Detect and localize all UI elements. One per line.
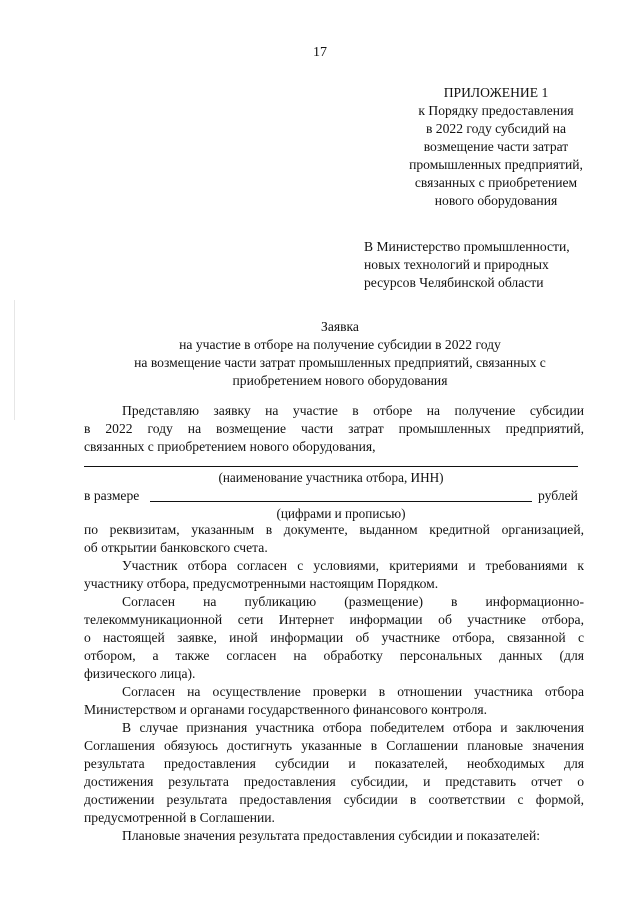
paragraph-publication-consent [84,593,584,683]
addressee-block [364,238,624,292]
text-line: достижения результата предоставления субсидии, и представить отчет о [84,774,584,789]
participant-name-field[interactable] [84,466,578,467]
amount-prefix: в размере [84,488,140,503]
text-line: Министерством и органами государственного финансового контроля. [84,702,488,717]
title-line: приобретением нового оборудования [232,373,448,388]
text-line: участнику отбора, предусмотренными настоящим Порядком. [84,576,439,591]
text-line: отбором, а также согласен на обработку персональных данных (для [84,648,584,663]
paragraph-requisites [84,521,584,557]
text-line: Согласен на публикацию (размещение) в информационно- [122,594,584,609]
amount-suffix: рублей [538,488,578,503]
text-line: телекоммуникационной сети Интернет информации об участнике отбора, [84,612,584,627]
text-line: Участник отбора согласен с условиями, критериями и требованиями к [122,558,584,573]
addressee-line: В Министерство промышленности, [364,239,570,254]
application-title [90,318,590,390]
participant-name-caption: (наименование участника отбора, ИНН) [218,470,444,485]
intro-paragraph [84,402,584,456]
addressee-line: новых технологий и природных [364,257,549,272]
text-line: о настоящей заявке, иной информации об участнике отбора, связанной с [84,630,584,645]
appendix-line: возмещение части затрат [423,139,569,154]
text-line: в 2022 году на возмещение части затрат промышленных предприятий, [84,421,584,436]
addressee-line: ресурсов Челябинской области [364,275,544,290]
appendix-line: в 2022 году субсидий на [425,121,567,136]
paragraph-obligations [84,719,584,827]
paragraph-audit-consent [84,683,584,719]
scan-margin-mark [14,300,15,420]
text-line: об открытии банковского счета. [84,540,268,555]
page-number: 17 [313,45,327,60]
appendix-block [382,84,610,210]
amount-field[interactable] [150,501,532,502]
text-line: В случае признания участника отбора победителем отбора и заключения [122,720,584,735]
appendix-heading: ПРИЛОЖЕНИЕ 1 [443,85,549,100]
appendix-line: промышленных предприятий, [409,157,583,172]
text-line: Представляю заявку на участие в отборе на получение субсидии [122,403,584,418]
appendix-line: связанных с приобретением [414,175,578,190]
text-line: Плановые значения результата предоставления субсидии и показателей: [122,828,541,843]
title-line: на участие в отборе на получение субсидии в 2022 году [179,337,501,352]
appendix-line: нового оборудования [434,193,558,208]
amount-caption: (цифрами и прописью) [276,506,406,521]
text-line: результата предоставления субсидии и показателей, необходимых для [84,756,584,771]
paragraph-conditions [84,557,584,593]
appendix-line: к Порядку предоставления [418,103,574,118]
text-line: связанных с приобретением нового оборудования, [84,439,376,454]
text-line: предусмотренной в Соглашении. [84,810,275,825]
text-line: достижении результата предоставления субсидии в соответствии с формой, [84,792,584,807]
title-heading: Заявка [321,319,359,334]
text-line: по реквизитам, указанным в документе, выданном кредитной организацией, [84,522,584,537]
paragraph-planned-values [84,827,584,845]
text-line: Соглашения обязуюсь достигнуть указанные в Соглашении плановые значения [84,738,584,753]
title-line: на возмещение части затрат промышленных предприятий, связанных с [134,355,546,370]
text-line: физического лица). [84,666,196,681]
text-line: Согласен на осуществление проверки в отношении участника отбора [122,684,584,699]
